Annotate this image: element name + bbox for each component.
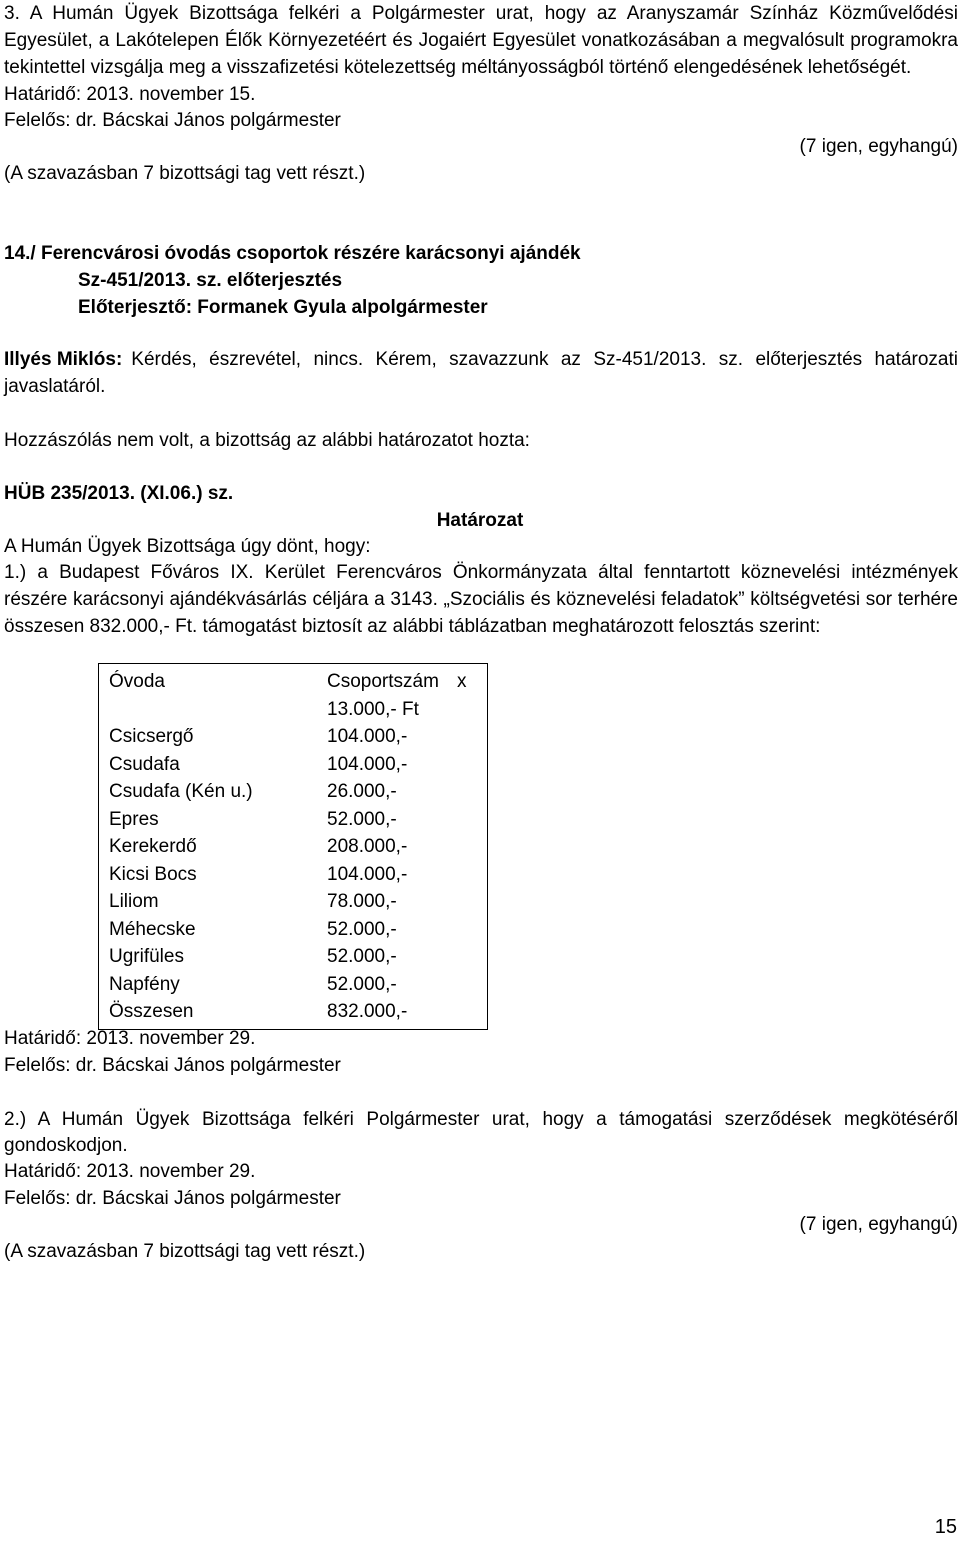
- empty-cell: [457, 806, 488, 834]
- point2-participation: (A szavazásban 7 bizottsági tag vett részt.): [4, 1241, 366, 1262]
- speaker-name: Illyés Miklós:: [4, 349, 123, 370]
- allocation-amount: 52.000,-: [327, 918, 397, 940]
- table-row: [99, 861, 488, 889]
- item3-vote: (7 igen, egyhangú): [799, 136, 958, 157]
- allocation-amount: 78.000,-: [327, 891, 397, 912]
- allocation-amount: 832.000,-: [327, 1001, 408, 1022]
- empty-cell: [457, 861, 488, 889]
- empty-cell: [457, 833, 488, 861]
- kindergarten-name: Napfény: [109, 973, 180, 995]
- kindergarten-name: Kicsi Bocs: [109, 863, 197, 885]
- allocation-amount: 52.000,-: [327, 808, 397, 830]
- allocation-amount: 52.000,-: [327, 946, 397, 967]
- item3-responsible: Felelős: dr. Bácskai János polgármester: [4, 110, 341, 131]
- kindergarten-name: Ugrifüles: [109, 946, 184, 967]
- point2-responsible: Felelős: dr. Bácskai János polgármester: [4, 1188, 341, 1209]
- table-row: [99, 916, 488, 944]
- empty-cell: [457, 971, 488, 999]
- point2-line2: gondoskodjon.: [4, 1135, 128, 1156]
- allocation-amount: 208.000,-: [327, 836, 408, 857]
- header-unit-price: 13.000,- Ft: [327, 698, 419, 720]
- kindergarten-name: Liliom: [109, 891, 159, 912]
- allocation-amount: 104.000,-: [327, 753, 408, 775]
- item14-title: 14./ Ferencvárosi óvodás csoportok részére karácsonyi ajándék: [4, 243, 581, 264]
- allocation-amount: 104.000,-: [327, 726, 408, 747]
- kindergarten-name: Összesen: [109, 1001, 194, 1022]
- allocation-table: [98, 663, 488, 1030]
- point2-deadline: Határidő: 2013. november 29.: [4, 1161, 256, 1182]
- point2-vote: (7 igen, egyhangú): [799, 1214, 958, 1235]
- header-group-count-label: Csoportszám: [327, 671, 439, 692]
- resolution-number: HÜB 235/2013. (XI.06.) sz.: [4, 483, 234, 504]
- item3-deadline: Határidő: 2013. november 15.: [4, 84, 256, 105]
- resolution-p1-line3: összesen 832.000,- Ft. támogatást biztosít az alábbi táblázatban meghatározott felosztás szerint:: [4, 616, 821, 637]
- kindergarten-name: Kerekerdő: [109, 836, 197, 857]
- resolution-heading: Határozat: [436, 510, 524, 531]
- resolution-p1-line2: részére karácsonyi ajándékvásárlás céljára a 3143. „Szociális és köznevelési feladatok” költségvetési sor terhére: [4, 589, 958, 610]
- item3-line1: 3. A Humán Ügyek Bizottsága felkéri a Polgármester urat, hogy az Aranyszamár Színház Közművelődési: [4, 3, 958, 24]
- kindergarten-name: Csudafa (Kén u.): [109, 781, 253, 802]
- item3-line2: Egyesület, a Lakótelepen Élők Környezetéért és Jogaiért Egyesület vonatkozásában a megvalósult programokra: [4, 30, 958, 51]
- item14-speech-line2: javaslatáról.: [4, 376, 106, 397]
- kindergarten-name: Méhecske: [109, 918, 196, 940]
- header-multiply: x: [457, 671, 467, 692]
- table-header-row: [99, 664, 488, 724]
- empty-cell: [457, 723, 488, 751]
- table-row: [99, 806, 488, 834]
- table-row: [99, 778, 488, 806]
- table-row: [99, 971, 488, 999]
- empty-cell: [457, 778, 488, 806]
- header-group-count: [317, 664, 457, 724]
- allocation-amount: 26.000,-: [327, 781, 397, 802]
- table-row: [99, 751, 488, 779]
- item14-speech-line1: [4, 346, 958, 373]
- empty-cell: [457, 751, 488, 779]
- item3-participation: (A szavazásban 7 bizottsági tag vett részt.): [4, 163, 366, 184]
- header-kindergarten: Óvoda: [109, 671, 165, 692]
- table-row: [99, 943, 488, 971]
- empty-cell: [457, 943, 488, 971]
- item3-line3: tekintettel vizsgálja meg a visszafizetési kötelezettség méltányosságból történő elengedésének lehetőségét.: [4, 57, 912, 78]
- resolution-p1-line1: 1.) a Budapest Főváros IX. Kerület Ferencváros Önkormányzata által fenntartott köznevelési intézmények: [4, 562, 958, 583]
- item14-no-comment: Hozzászólás nem volt, a bizottság az alábbi határozatot hozta:: [4, 430, 530, 451]
- table-deadline: Határidő: 2013. november 29.: [4, 1028, 256, 1049]
- empty-cell: [457, 916, 488, 944]
- kindergarten-name: Csudafa: [109, 753, 180, 775]
- point2-line1: 2.) A Humán Ügyek Bizottsága felkéri Polgármester urat, hogy a támogatási szerződések megkötéséről: [4, 1109, 958, 1130]
- resolution-intro: A Humán Ügyek Bizottsága úgy dönt, hogy:: [4, 536, 371, 557]
- page-number: 15: [934, 1516, 957, 1538]
- table-row: [99, 833, 488, 861]
- table-row: [99, 888, 488, 916]
- speech-text: Kérdés, észrevétel, nincs. Kérem, szavazzunk az Sz-451/2013. sz. előterjesztés határozati: [131, 349, 958, 370]
- item14-presenter: Előterjesztő: Formanek Gyula alpolgármester: [78, 297, 488, 318]
- empty-cell: [457, 888, 488, 916]
- kindergarten-name: Epres: [109, 808, 159, 830]
- allocation-amount: 52.000,-: [327, 973, 397, 995]
- table-responsible: Felelős: dr. Bácskai János polgármester: [4, 1055, 341, 1076]
- kindergarten-name: Csicsergő: [109, 726, 194, 747]
- allocation-amount: 104.000,-: [327, 863, 408, 885]
- item14-ref: Sz-451/2013. sz. előterjesztés: [78, 270, 343, 291]
- table-row: [99, 723, 488, 751]
